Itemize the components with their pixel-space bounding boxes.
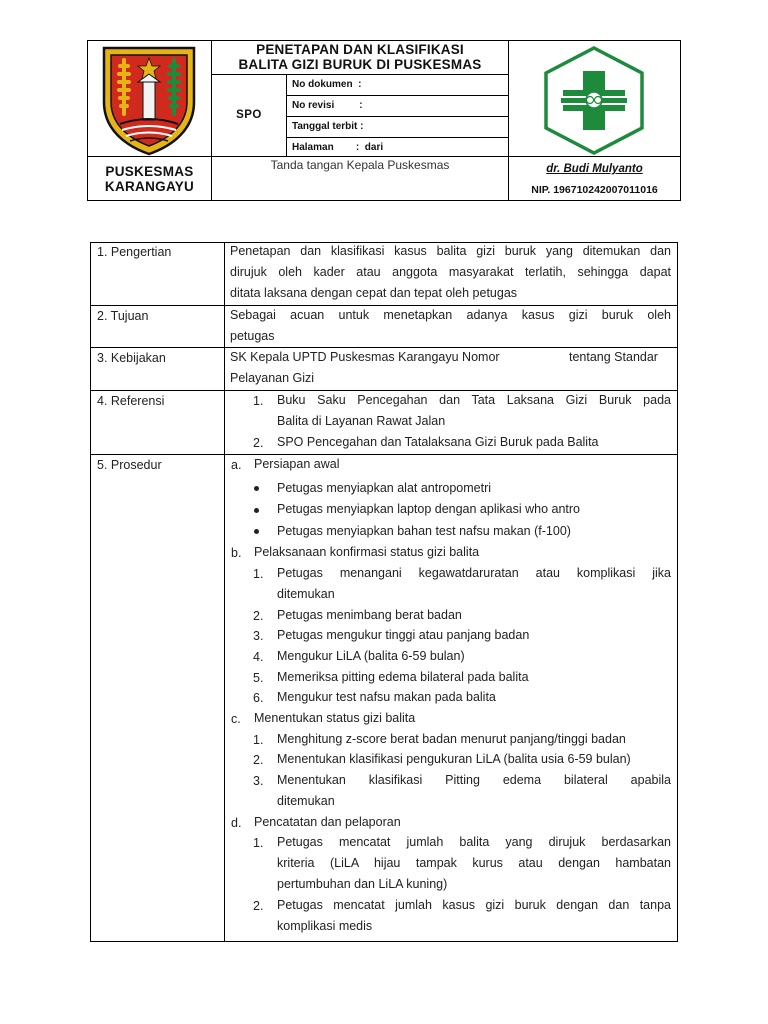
kebijakan-line-1b: tentang Standar xyxy=(569,350,658,364)
puskesmas-name xyxy=(88,164,211,194)
kepala-nip: NIP. 196710242007011016 xyxy=(531,184,658,196)
header-divider-right xyxy=(508,40,509,201)
prosedur-b-6: Mengukur test nafsu makan pada balita xyxy=(277,690,496,704)
prosedur-b-num-4: 4. xyxy=(253,650,264,664)
prosedur-b-5: Memeriksa pitting edema bilateral pada balita xyxy=(277,670,529,684)
tujuan-line-1: Sebagai acuan untuk menetapkan adanya kasus gizi buruk oleh xyxy=(230,308,671,322)
referensi-1-line-2: Balita di Layanan Rawat Jalan xyxy=(277,414,446,428)
header-rule-2 xyxy=(286,116,508,117)
prosedur-b-num-5: 5. xyxy=(253,671,264,685)
referensi-label: 4. Referensi xyxy=(97,394,165,408)
puskesmas-line-2: KARANGAYU xyxy=(104,179,195,194)
header-rule-1 xyxy=(286,95,508,96)
tanggal-terbit-label: Tanggal terbit : xyxy=(292,121,364,132)
row-rule-4 xyxy=(90,454,678,455)
puskesmas-line-1: PUSKESMAS xyxy=(105,164,194,179)
bullet-dot xyxy=(254,508,259,513)
prosedur-d-letter: d. xyxy=(231,816,242,830)
kepala-name: dr. Budi Mulyanto xyxy=(546,163,643,175)
prosedur-d-title: Pencatatan dan pelaporan xyxy=(254,815,401,829)
referensi-2-line-1: SPO Pencegahan dan Tatalaksana Gizi Buruk pada Balita xyxy=(277,435,599,449)
prosedur-b-num-1: 1. xyxy=(253,567,264,581)
tujuan-line-2: petugas xyxy=(230,329,275,343)
prosedur-b-letter: b. xyxy=(231,546,242,560)
prosedur-d-1-line-1: Petugas mencatat jumlah balita yang dirujuk berdasarkan xyxy=(277,835,671,849)
prosedur-a-title: Persiapan awal xyxy=(254,457,340,471)
kebijakan-line-1a: SK Kepala UPTD Puskesmas Karangayu Nomor xyxy=(230,350,500,364)
prosedur-b-4: Mengukur LiLA (balita 6-59 bulan) xyxy=(277,649,465,663)
prosedur-b-1-line-2: ditemukan xyxy=(277,587,335,601)
prosedur-d-1-line-2: kriteria (LiLA hijau tampak kurus atau dengan hambatan xyxy=(277,856,671,870)
prosedur-a-bullet-1: Petugas menyiapkan alat antropometri xyxy=(277,481,492,495)
prosedur-a-bullet-2: Petugas menyiapkan laptop dengan aplikasi who antro xyxy=(277,502,580,516)
referensi-num-1: 1. xyxy=(253,394,264,408)
prosedur-d-2-line-1: Petugas mencatat jumlah kasus gizi buruk dengan dan tanpa xyxy=(277,898,671,912)
pengertian-line-3: ditata laksana dengan cepat dan tepat oleh petugas xyxy=(230,286,518,300)
prosedur-c-num-3: 3. xyxy=(253,774,264,788)
prosedur-d-1-line-3: pertumbuhan dan LiLA kuning) xyxy=(277,877,448,891)
prosedur-b-num-6: 6. xyxy=(253,691,264,705)
no-revisi-label: No revisi : xyxy=(292,100,363,111)
pengertian-line-1: Penetapan dan klasifikasi kasus balita gizi buruk yang ditemukan dan xyxy=(230,244,671,258)
prosedur-c-letter: c. xyxy=(231,712,241,726)
prosedur-b-1-line-1: Petugas menangani kegawatdaruratan atau komplikasi jika xyxy=(277,566,671,580)
document-title xyxy=(212,42,508,72)
bullet-dot xyxy=(254,529,259,534)
signature-label: Tanda tangan Kepala Puskesmas xyxy=(270,158,450,172)
header-rule-3 xyxy=(286,137,508,138)
halaman-label: Halaman : dari xyxy=(292,142,384,153)
header-rule-title xyxy=(211,74,508,75)
prosedur-a-bullet-3: Petugas menyiapkan bahan test nafsu makan (f-100) xyxy=(277,524,571,538)
bullet-dot xyxy=(254,486,259,491)
header-rule-bottom xyxy=(87,156,681,157)
prosedur-b-num-3: 3. xyxy=(253,629,264,643)
header-divider-spo xyxy=(286,74,287,156)
prosedur-c-1: Menghitung z-score berat badan menurut panjang/tinggi badan xyxy=(277,732,626,746)
prosedur-c-num-2: 2. xyxy=(253,753,264,767)
prosedur-b-num-2: 2. xyxy=(253,609,264,623)
tujuan-label: 2. Tujuan xyxy=(97,309,149,323)
prosedur-c-3-line-1: Menentukan klasifikasi Pitting edema bilateral apabila xyxy=(277,773,671,787)
no-dokumen-label: No dokumen : xyxy=(292,79,362,90)
puskesmas-logo xyxy=(535,45,653,156)
prosedur-b-title: Pelaksanaan konfirmasi status gizi balita xyxy=(254,545,480,559)
referensi-1-line-1: Buku Saku Pencegahan dan Tata Laksana Gizi Buruk pada xyxy=(277,393,671,407)
prosedur-b-3: Petugas mengukur tinggi atau panjang badan xyxy=(277,628,530,642)
title-line-2: BALITA GIZI BURUK DI PUSKESMAS xyxy=(238,57,482,72)
prosedur-a-letter: a. xyxy=(231,458,242,472)
prosedur-b-2: Petugas menimbang berat badan xyxy=(277,608,462,622)
kebijakan-label: 3. Kebijakan xyxy=(97,351,166,365)
prosedur-c-3-line-2: ditemukan xyxy=(277,794,335,808)
referensi-num-2: 2. xyxy=(253,436,264,450)
prosedur-c-num-1: 1. xyxy=(253,733,264,747)
pengertian-label: 1. Pengertian xyxy=(97,245,172,259)
city-emblem-logo xyxy=(100,44,198,156)
spo-label: SPO xyxy=(236,109,262,121)
prosedur-d-2-line-2: komplikasi medis xyxy=(277,919,373,933)
pengertian-line-2: dirujuk oleh kader atau anggota masyarakat terlatih, sehingga dapat xyxy=(230,265,671,279)
title-line-1: PENETAPAN DAN KLASIFIKASI xyxy=(256,42,464,57)
prosedur-c-title: Menentukan status gizi balita xyxy=(254,711,416,725)
kebijakan-line-2: Pelayanan Gizi xyxy=(230,371,315,385)
prosedur-c-2: Menentukan klasifikasi pengukuran LiLA (balita usia 6-59 bulan) xyxy=(277,752,631,766)
prosedur-label: 5. Prosedur xyxy=(97,458,162,472)
prosedur-d-num-2: 2. xyxy=(253,899,264,913)
prosedur-d-num-1: 1. xyxy=(253,836,264,850)
